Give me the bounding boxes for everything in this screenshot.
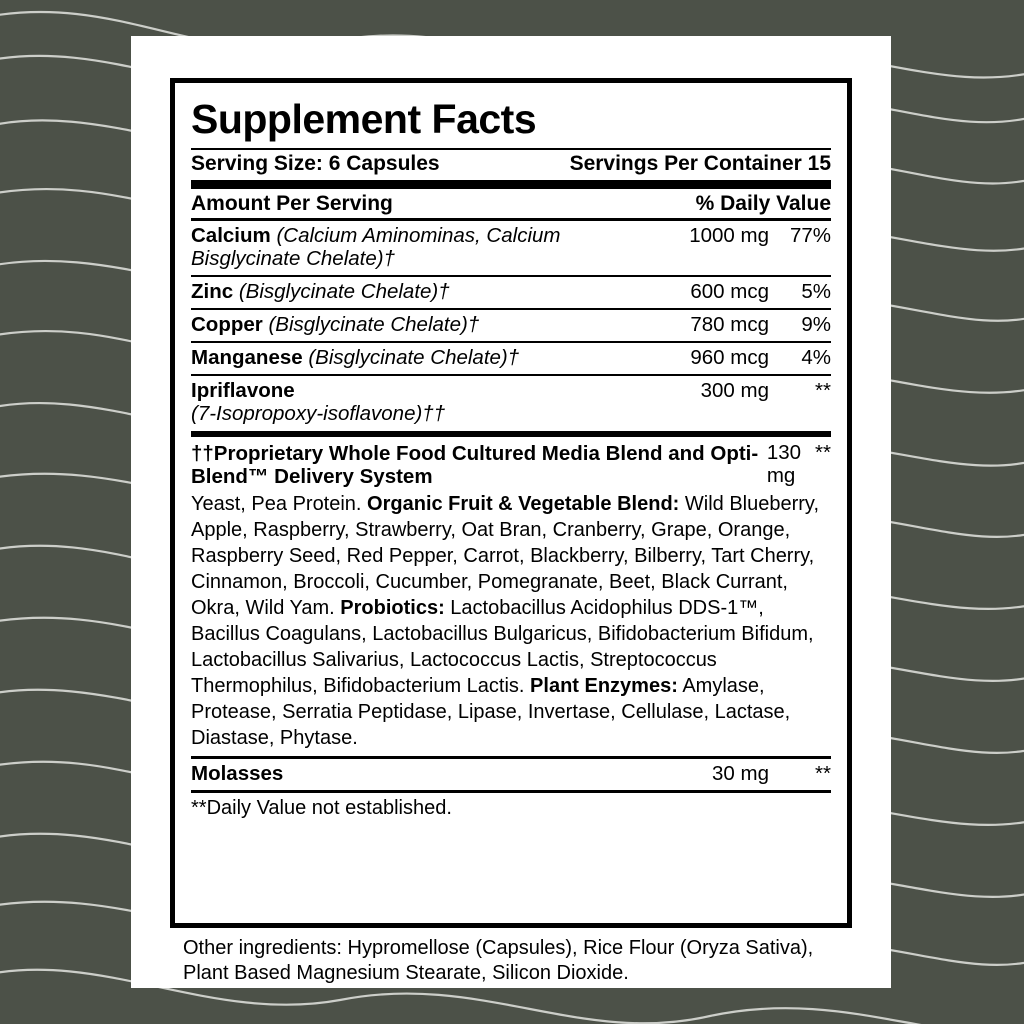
molasses-amount: 30 mg (712, 762, 769, 786)
nutrient-name (191, 225, 647, 271)
table-row (191, 343, 831, 374)
nutrient-amount: 600 mcg (690, 279, 769, 303)
nutrient-name-bold: Manganese (191, 345, 303, 369)
nutrient-subname-row (191, 403, 831, 431)
nutrient-amount: 960 mcg (690, 345, 769, 369)
molasses-name: Molasses (191, 762, 284, 786)
nutrient-name-bold: Zinc (191, 279, 234, 303)
nutrient-name-bold: Calcium (191, 224, 271, 248)
nutrient-amount: 300 mg (700, 378, 769, 402)
serving-info-row (191, 150, 831, 180)
proprietary-blend-row (191, 437, 831, 491)
nutrient-name-italic: (Bisglycinate Chelate)† (262, 312, 480, 336)
nutrient-name (191, 281, 647, 304)
proprietary-blend-daily-value: ** (815, 440, 831, 464)
blend-subheading: Probiotics: (340, 597, 445, 620)
blend-subheading: Plant Enzymes: (530, 675, 678, 698)
proprietary-blend-name: ††Proprietary Whole Food Cultured Media Blend and Opti-Blend™ Delivery System (191, 441, 759, 489)
nutrient-daily-value: 5% (801, 279, 831, 303)
nutrient-name-italic: (Bisglycinate Chelate)† (233, 279, 450, 303)
supplement-facts-panel (170, 78, 852, 928)
nutrient-name (191, 347, 647, 370)
blend-subheading: Organic Fruit & Vegetable Blend: (367, 493, 680, 516)
blend-ingredient-text: Lactobacillus Acidophilus DDS-1™, Bacillus Coagulans, Lactobacillus Bulgaricus, Bifidobacterium Bifidum, Lactobacillus Salivarius, Lactococcus Lactis, Streptococcus Thermophilus, Bifidobacterium Lactis. (191, 597, 814, 698)
proprietary-blend-ingredients (191, 490, 831, 756)
table-row (191, 277, 831, 308)
nutrient-name (191, 314, 647, 337)
daily-value-footnote: **Daily Value not established. (191, 797, 452, 820)
blend-ingredient-text: Yeast, Pea Protein. (191, 493, 368, 516)
nutrient-daily-value: 9% (801, 312, 831, 336)
divider-above-amount-header (191, 180, 831, 189)
page-title: Supplement Facts (191, 96, 537, 142)
nutrient-name-bold: Copper (191, 312, 263, 336)
nutrient-amount: 1000 mg (689, 224, 769, 248)
proprietary-blend-amount: 130 mg (766, 440, 802, 487)
table-row (191, 759, 831, 790)
nutrient-amount: 780 mcg (690, 312, 769, 336)
molasses-daily-value: ** (815, 762, 831, 786)
amount-header-row (191, 189, 831, 219)
table-row (191, 376, 831, 403)
blend-ingredient-text: Amylase, Protease, Serratia Peptidase, Lipase, Invertase, Cellulase, Lactase, Diastase, Phytase. (191, 675, 791, 750)
nutrient-name-bold: Ipriflavone (191, 378, 295, 402)
nutrient-name (191, 380, 647, 403)
nutrient-subname: (7-Isopropoxy-isoflavone)†† (191, 401, 446, 425)
other-ingredients-text: Other ingredients: Hypromellose (Capsules), Rice Flour (Oryza Sativa), Plant Based Magnesium Stearate, Silicon Dioxide. (183, 937, 814, 984)
nutrient-daily-value: ** (815, 378, 831, 402)
nutrient-daily-value: 4% (801, 345, 831, 369)
nutrient-name-italic: (Bisglycinate Chelate)† (302, 345, 520, 369)
serving-size-label: Serving Size: 6 Capsules (191, 152, 440, 175)
supplement-label-card (131, 36, 891, 988)
amount-per-serving-header: Amount Per Serving (191, 191, 393, 215)
table-row (191, 310, 831, 341)
daily-value-header: % Daily Value (695, 191, 831, 215)
servings-per-container-label: Servings Per Container 15 (569, 152, 831, 175)
nutrient-name-italic: (Calcium Aminominas, Calcium Bisglycinate Chelate)† (191, 224, 561, 270)
blend-ingredient-text: Wild Blueberry, Apple, Raspberry, Strawberry, Oat Bran, Cranberry, Grape, Orange, Raspberry Seed, Red Pepper, Carrot, Blackberry, Bilberry, Tart Cherry, Cinnamon, Broccoli, Cucumber, Pomegranate, Beet, Black Currant, Okra, Wild Yam. (191, 493, 819, 620)
table-row (191, 221, 831, 275)
nutrient-daily-value: 77% (789, 224, 831, 248)
